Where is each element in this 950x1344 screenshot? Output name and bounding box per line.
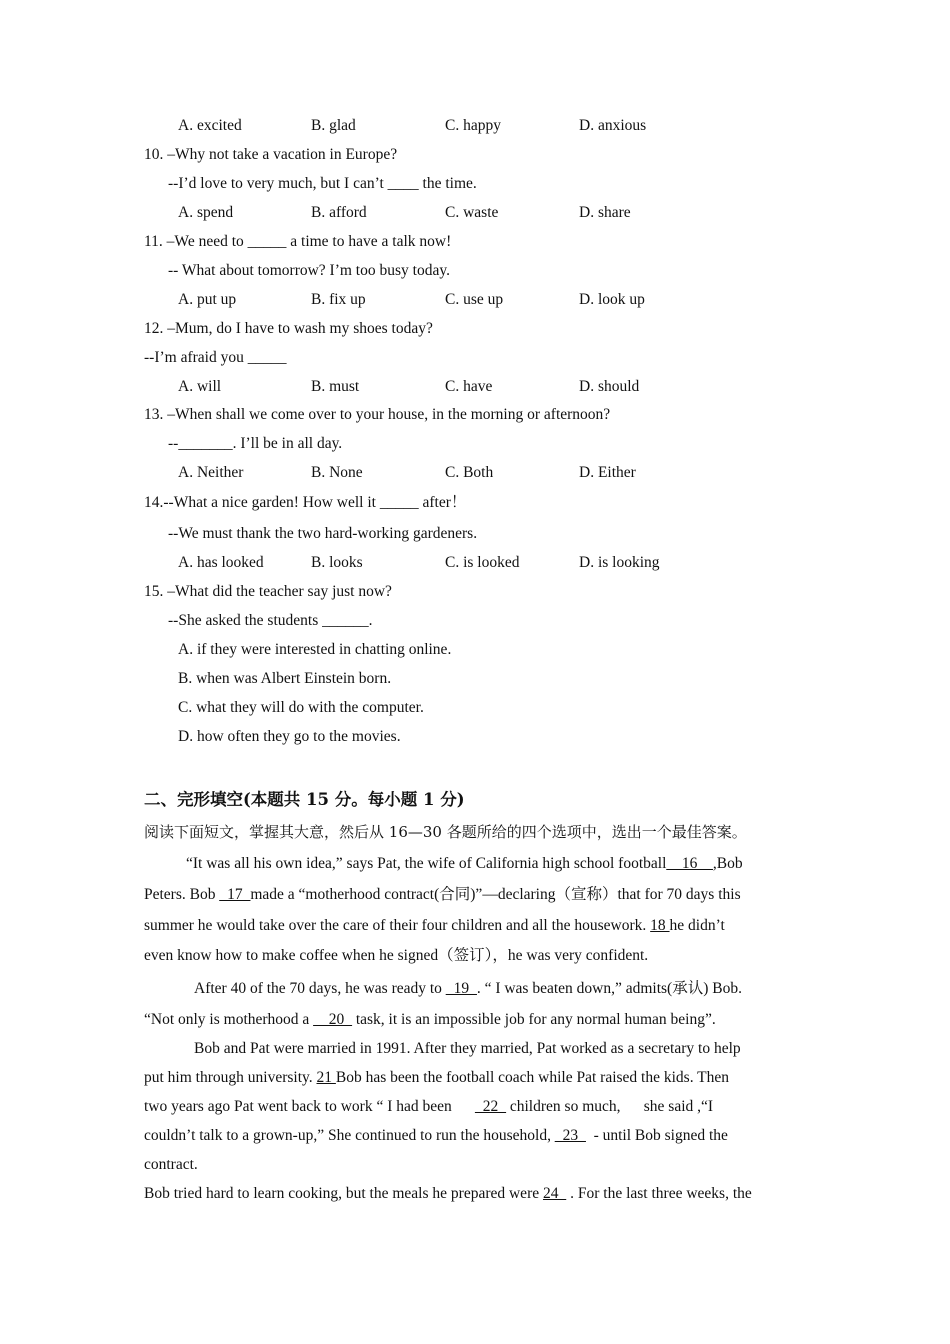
passage-text: ,Bob bbox=[712, 855, 743, 872]
passage-line bbox=[144, 1010, 716, 1030]
q13-option-d: D. Either bbox=[579, 464, 636, 481]
q12-option-b: B. must bbox=[311, 378, 360, 395]
q10-prompt: 10. –Why not take a vacation in Europe? bbox=[144, 146, 398, 163]
q11-option-d: D. look up bbox=[579, 291, 645, 308]
passage-text: he didn’t bbox=[669, 917, 725, 934]
passage-line bbox=[144, 1184, 752, 1204]
passage-line bbox=[144, 885, 741, 905]
passage-line bbox=[144, 1068, 729, 1088]
q15-reply: --She asked the students ______. bbox=[168, 612, 373, 629]
q12-option-d: D. should bbox=[579, 378, 640, 395]
passage-line bbox=[194, 979, 742, 999]
q12-reply: --I’m afraid you _____ bbox=[144, 349, 287, 366]
q10-option-c: C. waste bbox=[445, 204, 499, 221]
q9-option-d: D. anxious bbox=[579, 117, 647, 134]
passage-line: contract. bbox=[144, 1156, 198, 1173]
q11-reply: -- What about tomorrow? I’m too busy today. bbox=[168, 262, 450, 279]
q11-option-b: B. fix up bbox=[311, 291, 366, 308]
passage-text: . “ I was beaten down,” admits(承认) Bob. bbox=[476, 980, 742, 997]
passage-text: Peters. Bob bbox=[144, 886, 220, 903]
passage-text: “It was all his own idea,” says Pat, the wife of California high school football bbox=[186, 855, 667, 872]
q14-option-a: A. has looked bbox=[178, 554, 264, 571]
passage-line bbox=[144, 916, 725, 936]
passage-line bbox=[186, 854, 743, 874]
passage-text: made a “motherhood contract(合同)”—declaring（宣称）that for 70 days this bbox=[250, 886, 741, 903]
blank-19: _19_ bbox=[445, 980, 477, 997]
q10-reply: --I’d love to very much, but I can’t ____ the time. bbox=[168, 175, 477, 192]
q13-option-b: B. None bbox=[311, 464, 363, 481]
passage-text: couldn’t talk to a grown-up,” She continued to run the household, bbox=[144, 1127, 555, 1144]
q13-option-a: A. Neither bbox=[178, 464, 244, 481]
q9-option-c: C. happy bbox=[445, 117, 501, 134]
q14-option-d: D. is looking bbox=[579, 554, 660, 571]
passage-text: summer he would take over the care of their four children and all the housework. bbox=[144, 917, 651, 934]
passage-text: children so much, she said ,“I bbox=[506, 1098, 714, 1115]
q11-option-a: A. put up bbox=[178, 291, 237, 308]
q15-option-a: A. if they were interested in chatting online. bbox=[178, 641, 452, 658]
q14-reply: --We must thank the two hard-working gardeners. bbox=[168, 525, 478, 542]
passage-text: “Not only is motherhood a bbox=[144, 1011, 314, 1028]
passage-text: put him through university. bbox=[144, 1069, 317, 1086]
blank-18: 18 bbox=[650, 917, 670, 934]
passage-text: task, it is an impossible job for any normal human being”. bbox=[351, 1011, 716, 1028]
blank-23: _23_ bbox=[554, 1127, 586, 1144]
passage-text: After 40 of the 70 days, he was ready to bbox=[194, 980, 446, 997]
q10-option-d: D. share bbox=[579, 204, 631, 221]
blank-24: 24 bbox=[542, 1185, 567, 1202]
q14-prompt: 14.--What a nice garden! How well it _____ after！ bbox=[144, 494, 467, 511]
q12-prompt: 12. –Mum, do I have to wash my shoes today? bbox=[144, 320, 433, 337]
blank-21: 21 bbox=[316, 1069, 336, 1086]
blank-16: __16__ bbox=[666, 855, 713, 872]
q14-option-b: B. looks bbox=[311, 554, 363, 571]
blank-20: __20_ bbox=[313, 1011, 352, 1028]
q13-reply: --_______. I’ll be in all day. bbox=[168, 435, 343, 452]
q11-prompt: 11. –We need to _____ a time to have a talk now! bbox=[144, 233, 452, 250]
q13-option-c: C. Both bbox=[445, 464, 494, 481]
passage-text: two years ago Pat went back to work “ I had been bbox=[144, 1098, 475, 1115]
blank-17: _17_ bbox=[219, 886, 251, 903]
passage-text: . For the last three weeks, the bbox=[566, 1185, 752, 1202]
q15-prompt: 15. –What did the teacher say just now? bbox=[144, 583, 392, 600]
q12-option-a: A. will bbox=[178, 378, 222, 395]
q14-option-c: C. is looked bbox=[445, 554, 520, 571]
q13-prompt: 13. –When shall we come over to your house, in the morning or afternoon? bbox=[144, 406, 611, 423]
passage-text: - until Bob signed the bbox=[585, 1127, 728, 1144]
q15-option-d: D. how often they go to the movies. bbox=[178, 728, 401, 745]
q12-option-c: C. have bbox=[445, 378, 493, 395]
section-instruction: 阅读下面短文，掌握其大意，然后从 16—30 各题所给的四个选项中，选出一个最佳答案。 bbox=[144, 823, 747, 841]
q9-option-b: B. glad bbox=[311, 117, 356, 134]
passage-line: Bob and Pat were married in 1991. After they married, Pat worked as a secretary to help bbox=[194, 1040, 741, 1057]
blank-22: _22_ bbox=[475, 1098, 506, 1115]
section-heading: 二、完形填空(本题共 15 分。每小题 1 分) bbox=[144, 790, 465, 809]
passage-text: Bob tried hard to learn cooking, but the meals he prepared were bbox=[144, 1185, 543, 1202]
q10-option-b: B. afford bbox=[311, 204, 367, 221]
q9-option-a: A. excited bbox=[178, 117, 242, 134]
passage-text: Bob has been the football coach while Pat raised the kids. Then bbox=[335, 1069, 730, 1086]
passage-line bbox=[144, 1126, 728, 1146]
q15-option-c: C. what they will do with the computer. bbox=[178, 699, 424, 716]
q11-option-c: C. use up bbox=[445, 291, 504, 308]
passage-line bbox=[144, 1097, 713, 1117]
passage-line: even know how to make coffee when he signed（签订），he was very confident. bbox=[144, 947, 649, 964]
q15-option-b: B. when was Albert Einstein born. bbox=[178, 670, 392, 687]
q10-option-a: A. spend bbox=[178, 204, 234, 221]
